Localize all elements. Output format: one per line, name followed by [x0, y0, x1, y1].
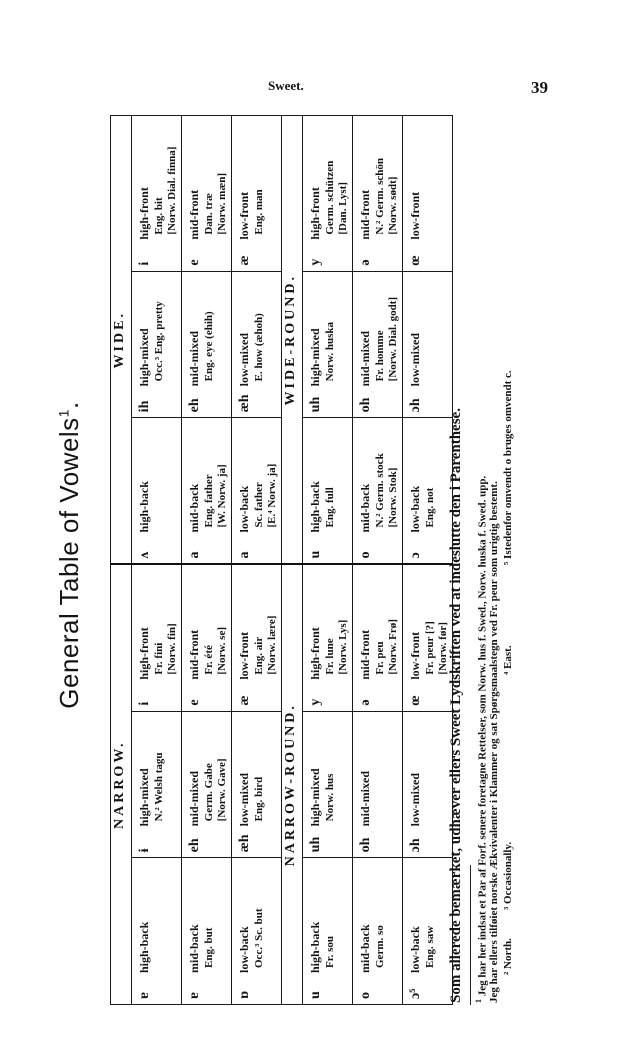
vowel-symbol: e [187, 699, 202, 706]
vowel-name: mid-front [187, 189, 201, 240]
vowel-name: high-mixed [137, 768, 151, 827]
vowel-symbol: ɔh [408, 398, 423, 413]
vowel-cell [403, 418, 453, 565]
vowel-symbol: ɐ [187, 992, 202, 999]
footnote-5: ⁵ Istedenfor omvendt o bruges omvendt c. [502, 370, 514, 565]
vowel-cell [403, 858, 453, 1005]
vowel-symbol: a [237, 551, 252, 559]
vowel-name: mid-back [187, 483, 201, 533]
vowel-name: low-mixed [408, 332, 422, 387]
table-row [232, 116, 282, 1005]
vowel-cell [303, 858, 353, 1005]
vowel-symbol: u [308, 991, 323, 999]
vowel-example: Fr. lune [324, 638, 336, 675]
vowel-name: high-mixed [308, 768, 322, 827]
section-wide: WIDE. [111, 116, 132, 565]
vowel-example: Eng. man [253, 189, 265, 235]
vowel-example: Germ. so [374, 925, 386, 968]
vowel-name: mid-front [358, 189, 372, 240]
title-footnote-mark: 1 [55, 409, 72, 418]
vowel-name: low-front [408, 631, 422, 680]
vowel-name: high-back [137, 921, 151, 973]
vowel-symbol: eh [187, 398, 202, 413]
vowel-cell [232, 711, 282, 858]
vowel-example: Eng. but [203, 927, 215, 968]
vowel-symbol: ɐ [137, 992, 152, 999]
section-narrow: NARROW. [111, 564, 132, 1004]
vowel-symbol: a [187, 551, 202, 559]
vowel-example: Germ. Gabe [203, 763, 215, 822]
vowel-name: low-back [237, 926, 251, 973]
vowel-cell [182, 858, 232, 1005]
vowel-example: Dan. træ [203, 193, 215, 235]
vowel-example: Germ. schützen [324, 160, 336, 235]
vowel-symbol: y [308, 698, 323, 706]
vowel-name: low-front [408, 191, 422, 240]
vowel-name: mid-back [358, 924, 372, 973]
vowel-example: [Norw. fin] [166, 623, 178, 675]
vowel-example: [Norw. mæn] [216, 172, 228, 235]
vowel-cell [303, 711, 353, 858]
vowel-cell [232, 564, 282, 711]
vowel-symbol: u [308, 550, 323, 559]
vowel-cell [182, 271, 232, 418]
vowel-cell [353, 418, 403, 565]
vowel-name: low-mixed [237, 773, 251, 827]
page-number: 39 [531, 78, 548, 97]
vowel-name: low-back [408, 485, 422, 533]
vowel-cell [132, 116, 182, 272]
vowel-symbol: œ [408, 695, 423, 706]
vowel-symbol: ɒ [237, 990, 252, 999]
vowel-example: [W. Norw. ja] [216, 464, 228, 528]
vowel-symbol: oh [358, 397, 373, 413]
vowel-name: mid-back [358, 483, 372, 533]
section-wide-round: WIDE-ROUND. [282, 116, 303, 565]
vowel-symbol: e [187, 259, 202, 266]
note-text: Som allerede bemærket, udhæver ellers Sweet Lydskriften ved at indeslutte den i Parenthese. [448, 408, 464, 1003]
vowel-symbol: ɔ⁵ [408, 988, 423, 999]
table-row [303, 116, 353, 1005]
vowel-name: high-front [308, 627, 322, 680]
vowel-cell [303, 271, 353, 418]
vowel-name: mid-front [187, 629, 201, 680]
footnote-rule [470, 865, 471, 1005]
vowel-name: high-back [137, 481, 151, 533]
vowel-name: high-back [308, 481, 322, 533]
vowel-example: Fr. sou [324, 936, 336, 968]
vowel-cell [303, 418, 353, 565]
vowel-example: Occ.³ Eng. pretty [153, 301, 165, 382]
vowel-cell [353, 564, 403, 711]
table-row [403, 116, 453, 1005]
vowel-example: [Norw. Dial. finna] [166, 146, 178, 235]
vowel-cell [232, 271, 282, 418]
vowel-example: [Norw. Lys] [337, 619, 349, 675]
vowel-example: Eng. not [424, 487, 436, 528]
vowel-example: Fr. homme [374, 330, 386, 382]
vowel-symbol: i [137, 261, 152, 266]
vowel-symbol: ʌ [137, 551, 152, 559]
vowel-example: Eng. eye (ehih) [203, 311, 215, 382]
vowel-cell [353, 858, 403, 1005]
vowel-name: high-mixed [308, 328, 322, 387]
vowel-example: Eng. father [203, 474, 215, 528]
vowel-cell [132, 858, 182, 1005]
vowel-symbol: ih [137, 400, 152, 413]
vowel-example: [Norw. Frø] [387, 619, 399, 675]
vowel-symbol: ə [358, 259, 373, 266]
vowel-symbol: æ [237, 255, 252, 266]
vowel-name: low-mixed [408, 773, 422, 827]
vowel-cell [353, 271, 403, 418]
vowel-cell [403, 116, 453, 272]
vowel-name: low-front [237, 631, 251, 680]
vowel-name: low-front [237, 191, 251, 240]
vowel-cell [403, 711, 453, 858]
vowel-example: [Norw. Gave] [216, 758, 228, 822]
vowel-symbol: oh [358, 837, 373, 853]
vowel-symbol: uh [308, 396, 323, 413]
vowel-example: [Norw. før] [437, 622, 449, 675]
vowel-example: [Norw. Stok] [387, 467, 399, 528]
vowel-symbol: o [358, 992, 373, 999]
footnote-4: ⁴ East. [502, 645, 514, 675]
vowel-example: [Norw. sødt] [387, 176, 399, 235]
vowel-example: N.² Welsh tagu [153, 752, 165, 822]
vowel-symbol: y [308, 258, 323, 266]
vowel-name: low-back [237, 485, 251, 533]
rotated-page-content [50, 105, 530, 1005]
vowel-example: Occ.³ Sc. but [253, 908, 265, 968]
vowel-name: high-back [308, 921, 322, 973]
vowel-example: Norw. huska [324, 322, 336, 382]
vowel-example: Eng. bird [253, 776, 265, 822]
vowel-name: low-back [408, 926, 422, 973]
vowel-cell [132, 564, 182, 711]
vowel-cell [132, 271, 182, 418]
vowel-name: mid-mixed [358, 330, 372, 387]
footnote-3: ³ Occasionally. [502, 841, 514, 910]
vowel-name: mid-front [358, 629, 372, 680]
vowel-cell [182, 564, 232, 711]
vowel-example: Fr. fini [153, 642, 165, 675]
vowel-example: Eng. full [324, 487, 336, 528]
vowel-cell [403, 271, 453, 418]
vowel-cell [182, 711, 232, 858]
vowel-cell [232, 858, 282, 1005]
table-title: General Table of Vowels$^1$. [54, 401, 84, 709]
vowel-example: N.² Germ. stock [374, 453, 386, 528]
table-row [182, 116, 232, 1005]
vowel-example: Fr. peur [?] [424, 621, 436, 675]
vowel-cell [403, 564, 453, 711]
vowel-example: Norw. hus [324, 773, 336, 822]
vowel-symbol: i [137, 701, 152, 706]
vowel-name: mid-mixed [358, 770, 372, 827]
vowel-symbol: ɔ [408, 552, 423, 559]
vowel-symbol: ɨ [137, 848, 152, 853]
vowel-example: [Norw. lære] [266, 615, 278, 675]
vowel-symbol: æ [237, 695, 252, 706]
vowel-example: [E.⁴ Norw. ja] [266, 463, 278, 528]
vowel-name: mid-mixed [187, 770, 201, 827]
vowel-cell [353, 116, 403, 272]
vowel-symbol: æh [237, 394, 252, 413]
vowel-symbol: eh [187, 838, 202, 853]
vowel-name: low-mixed [237, 332, 251, 387]
vowel-symbol: uh [308, 836, 323, 853]
vowel-symbol: ɔh [408, 838, 423, 853]
vowel-name: high-front [137, 187, 151, 240]
vowel-example: Fr. été [203, 645, 215, 675]
vowel-name: high-front [137, 627, 151, 680]
vowel-example: [Dan. Lyst] [337, 182, 349, 235]
vowel-example: E. how (æhoh) [253, 313, 265, 382]
vowel-cell [232, 116, 282, 272]
vowel-cell [182, 418, 232, 565]
footnote-2: ² North. [502, 938, 514, 975]
vowel-example: Eng. saw [424, 925, 436, 968]
vowel-example: Eng. air [253, 636, 265, 675]
vowel-cell [303, 564, 353, 711]
vowel-symbol: æh [237, 834, 252, 853]
vowel-name: mid-back [187, 924, 201, 973]
vowel-example: Sc. father [253, 482, 265, 528]
vowel-name: mid-mixed [187, 330, 201, 387]
vowel-example: N.² Germ. schön [374, 158, 386, 235]
vowel-symbol: o [358, 551, 373, 559]
footnote-1-line-1: $^1$ Jeg har her indsat et Par af Forf. senere foretagne Rettelser, som Norw. hus f. Swed., Norw. huska f. Swed. upp. [474, 475, 489, 1003]
vowel-cell [353, 711, 403, 858]
table-row [132, 116, 182, 1005]
vowel-example: [Norw. se] [216, 627, 228, 675]
vowel-symbol: ə [358, 699, 373, 706]
footnote-1-line-2: Jeg har ellers tilføiet norske Ækvivalenter i Klammer og sat Spørgsmaalstegn ved Fr. peur som urigtig bestemt. [488, 481, 500, 1003]
vowel-example: [Norw. Dial. godt] [387, 296, 399, 382]
vowel-cell [303, 116, 353, 272]
vowel-cell [132, 711, 182, 858]
section-narrow-round: NARROW-ROUND. [282, 564, 303, 1004]
vowel-table [110, 115, 453, 1005]
vowel-symbol: œ [408, 255, 423, 266]
table-row [353, 116, 403, 1005]
vowel-cell [232, 418, 282, 565]
vowel-example: Eng. bit [153, 197, 165, 235]
vowel-name: high-front [308, 187, 322, 240]
vowel-example: Fr. peu [374, 641, 386, 675]
running-head: Sweet. [268, 78, 304, 93]
vowel-cell [182, 116, 232, 272]
vowel-cell [132, 418, 182, 565]
vowel-name: high-mixed [137, 328, 151, 387]
